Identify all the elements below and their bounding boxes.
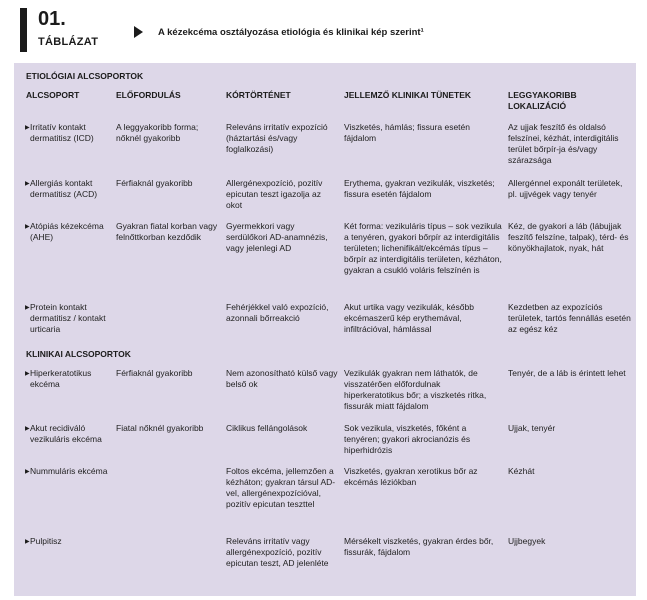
cell-localization: Ujjbegyek (508, 536, 546, 546)
cell-localization: Az ujjak feszítő és oldalsó felszínei, kézhát, interdigitális terület bőrpír-ja és/vagy szárazsága (508, 122, 619, 165)
cell-symptoms: Erythema, gyakran vezikulák, viszketés; fissura esetén fájdalom (344, 178, 495, 199)
cell-symptoms: Sok vezikula, viszketés, főként a tenyéren; gyakori akrocianózis és hiperhidrózis (344, 423, 471, 455)
table-caption: A kézekcéma osztályozása etiológia és klinikai kép szerint¹ (158, 27, 424, 38)
cell-symptoms: Viszketés, hámlás; fissura esetén fájdalom (344, 122, 470, 143)
cell-symptoms: Viszketés, gyakran xerotikus bőr az ekcémás léziókban (344, 466, 478, 487)
cell-history: Releváns irritatív expozíció (háztartási és/vagy foglalkozási) (226, 122, 328, 154)
cell-history: Ciklikus fellángolások (226, 423, 308, 433)
bullet-icon: ▶ (25, 125, 30, 131)
cell-localization: Tenyér, de a láb is érintett lehet (508, 368, 626, 378)
cell-subgroup: Nummuláris ekcéma (30, 466, 108, 476)
cell-subgroup: Pulpitisz (30, 536, 62, 546)
cell-localization: Kézhát (508, 466, 535, 476)
table-number: 01. (38, 8, 66, 30)
cell-history: Fehérjékkel való expozíció, azonnali bőrreakció (226, 302, 329, 323)
bullet-icon: ▶ (25, 371, 30, 377)
bullet-icon: ▶ (25, 224, 30, 230)
bullet-icon: ▶ (25, 469, 30, 475)
section-etiology: ETIOLÓGIAI ALCSOPORTOK (26, 71, 144, 81)
cell-subgroup: Irritatív kontakt dermatitisz (ICD) (30, 122, 94, 143)
cell-occurrence: Fiatal nőknél gyakoribb (116, 423, 204, 433)
cell-symptoms: Mérsékelt viszketés, gyakran érdes bőr, fissurák, fájdalom (344, 536, 494, 557)
header-bar (20, 8, 27, 52)
bullet-icon: ▶ (25, 305, 30, 311)
table-header (10, 8, 640, 52)
cell-subgroup: Atópiás kézekcéma (AHE) (30, 221, 104, 242)
cell-localization: Kezdetben az expozíciós területek, tartós fennállás esetén az egész kéz (508, 302, 631, 334)
cell-symptoms: Két forma: vezikuláris típus – sok vezikula a tenyéren, gyakori bőrpír az interdigitális területen; lichenifikált/ekcémás típus – bőrpír az interdigitális területen, kézháton, gyakran a csukló voláris felszínén is (344, 221, 502, 275)
cell-subgroup: Protein kontakt dermatitisz / kontakt urticaria (30, 302, 106, 334)
col-header-subgroup: ALCSOPORT (26, 90, 80, 100)
cell-history: Foltos ekcéma, jellemzően a kézháton; gyakran társul AD-vel, allergénexpozícióval, pozitív epicutan teszttel (226, 466, 336, 509)
cell-occurrence: A leggyakoribb forma; nőknél gyakoribb (116, 122, 199, 143)
cell-symptoms: Vezikulák gyakran nem láthatók, de visszatérően előfordulnak hiperkeratotikus bőr; a viszketés ritka, fissurák miatt fájdalom (344, 368, 487, 411)
bullet-icon: ▶ (25, 181, 30, 187)
triangle-icon (134, 26, 143, 38)
cell-history: Releváns irritatív vagy allergénexpozíció, pozitív epicutan teszt, AD jelenléte (226, 536, 329, 568)
col-header-history: KÓRTÖRTÉNET (226, 90, 291, 100)
col-header-symptoms: JELLEMZŐ KLINIKAI TÜNETEK (344, 90, 472, 100)
bullet-icon: ▶ (25, 539, 30, 545)
cell-subgroup: Allergiás kontakt dermatitisz (ACD) (30, 178, 98, 199)
cell-localization: Kéz, de gyakori a láb (lábujjak feszítő felszíne, talpak), térd- és könyökhajlatok, nyak, hát (508, 221, 629, 253)
section-clinical: KLINIKAI ALCSOPORTOK (26, 349, 131, 359)
col-header-occurrence: ELŐFORDULÁS (116, 90, 181, 100)
cell-subgroup: Hiperkeratotikus ekcéma (30, 368, 92, 389)
col-header-localization: LEGGYAKORIBB LOKALIZÁCIÓ (508, 90, 577, 111)
cell-localization: Ujjak, tenyér (508, 423, 556, 433)
cell-subgroup: Akut recidiváló vezikuláris ekcéma (30, 423, 102, 444)
cell-history: Allergénexpozíció, pozitív epicutan teszt igazolja az okot (226, 178, 323, 210)
cell-history: Gyermekkori vagy serdülőkori AD-anamnézis, vagy jelenlegi AD (226, 221, 328, 253)
bullet-icon: ▶ (25, 426, 30, 432)
cell-occurrence: Férfiaknál gyakoribb (116, 178, 193, 188)
classification-table (14, 63, 636, 596)
cell-occurrence: Férfiaknál gyakoribb (116, 368, 193, 378)
cell-history: Nem azonosítható külső vagy belső ok (226, 368, 338, 389)
table-label: TÁBLÁZAT (38, 36, 99, 48)
cell-symptoms: Akut urtika vagy vezikulák, később ekcémaszerű kép erythemával, infiltrációval, hámlással (344, 302, 474, 334)
cell-localization: Allergénnel exponált területek, pl. ujjvégek vagy tenyér (508, 178, 623, 199)
cell-occurrence: Gyakran fiatal korban vagy felnőttkorban kezdődik (116, 221, 218, 242)
